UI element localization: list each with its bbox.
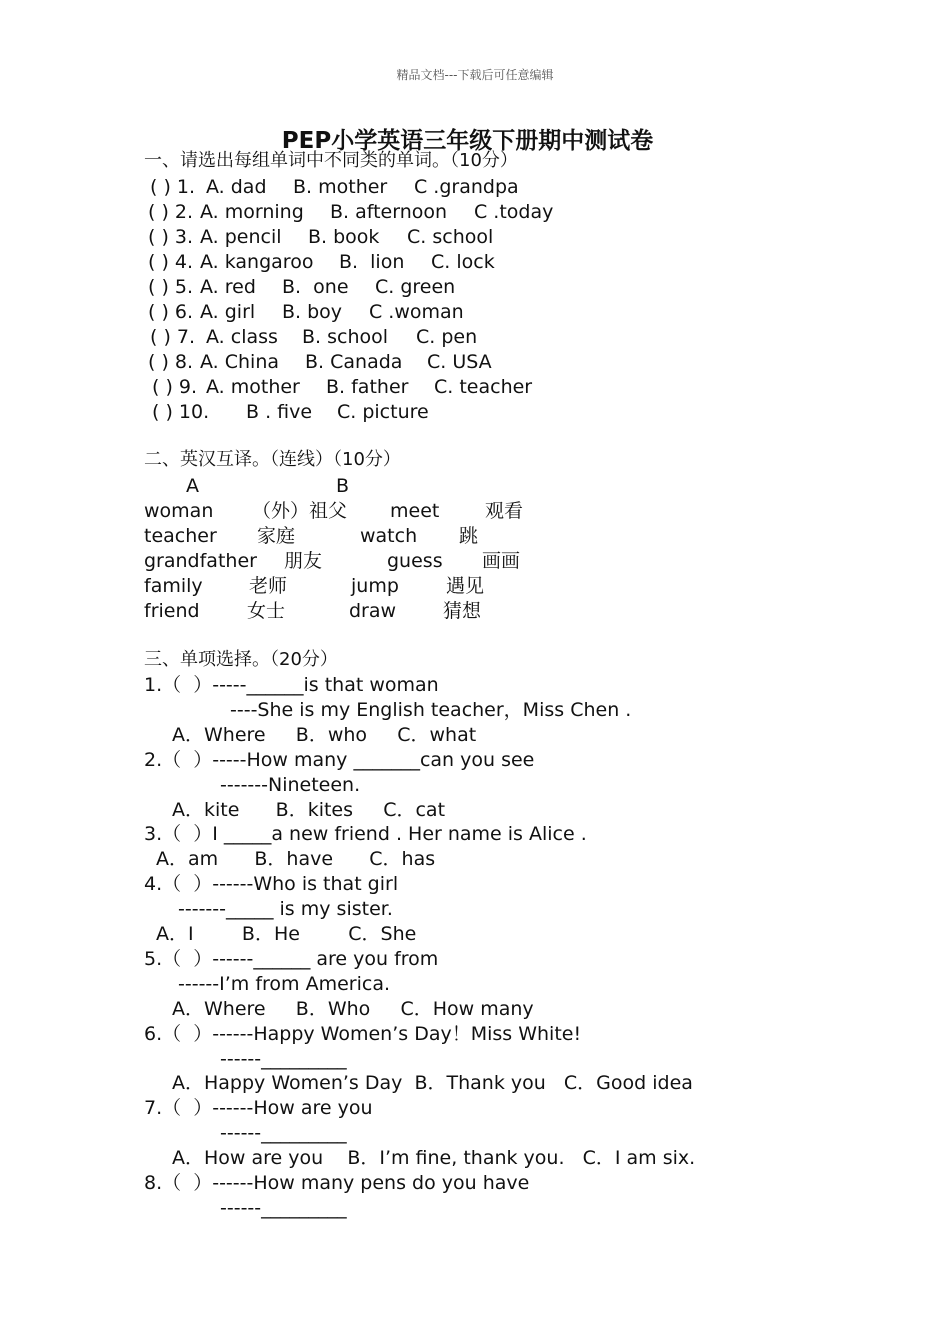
option-b: B. lion bbox=[339, 251, 405, 273]
english-word: jump bbox=[351, 575, 399, 597]
options-line: A．am B．have C．has bbox=[156, 848, 436, 870]
chinese-word: 女士 bbox=[247, 600, 286, 622]
option-a: A. red bbox=[200, 276, 256, 298]
option-a: A. dad bbox=[206, 176, 267, 198]
page-title: PEP小学英语三年级下册期中测试卷 bbox=[281, 128, 654, 154]
option-b: B. father bbox=[326, 376, 409, 398]
chinese-word: 朋友 bbox=[284, 550, 323, 572]
column-a-label: A bbox=[186, 475, 199, 497]
column-b-label: B bbox=[336, 475, 350, 497]
item-number: ( ) 3. bbox=[148, 226, 194, 248]
item-number: ( ) 8. bbox=[148, 351, 194, 373]
section2-heading: 二、英汉互译。（连线）（10分） bbox=[144, 449, 401, 470]
option-c: C. green bbox=[375, 276, 456, 298]
question-line: 6.（ ）------Happy Women’s Day！Miss White! bbox=[144, 1023, 582, 1045]
option-c: C. lock bbox=[431, 251, 495, 273]
english-word: woman bbox=[144, 500, 214, 522]
answer-line: ------I’m from America. bbox=[178, 973, 390, 995]
section3-heading: 三、单项选择。（20分） bbox=[144, 649, 338, 670]
option-c: C .woman bbox=[369, 301, 464, 323]
question-line: 5.（ ）------______ are you from bbox=[144, 948, 439, 970]
options-line: A．How are you B．I’m fine, thank you. C．I am six. bbox=[172, 1147, 696, 1169]
answer-line: -------_____ is my sister. bbox=[178, 898, 393, 920]
option-b: B. Canada bbox=[305, 351, 403, 373]
option-c: C. pen bbox=[416, 326, 478, 348]
options-line: A．kite B．kites C．cat bbox=[172, 799, 446, 821]
option-a: A. kangaroo bbox=[200, 251, 314, 273]
item-number: ( ) 1. bbox=[150, 176, 196, 198]
option-a: A. China bbox=[200, 351, 280, 373]
option-a: A. mother bbox=[206, 376, 300, 398]
options-line: A．Where B．who C．what bbox=[172, 724, 477, 746]
english-word: guess bbox=[387, 550, 443, 572]
option-b: B. afternoon bbox=[330, 201, 448, 223]
option-c: C .today bbox=[474, 201, 554, 223]
option-c: C. picture bbox=[337, 401, 429, 423]
english-word: meet bbox=[390, 500, 440, 522]
english-word: draw bbox=[349, 600, 397, 622]
page-header: 精品文档---下载后可任意编辑 bbox=[396, 68, 554, 82]
english-word: watch bbox=[360, 525, 418, 547]
option-b: B. school bbox=[302, 326, 389, 348]
item-number: ( ) 10. bbox=[152, 401, 210, 423]
item-number: ( ) 5. bbox=[148, 276, 194, 298]
chinese-word: 遇见 bbox=[446, 575, 485, 597]
chinese-word: 画画 bbox=[482, 550, 521, 572]
option-a: A. pencil bbox=[200, 226, 282, 248]
item-number: ( ) 7. bbox=[150, 326, 196, 348]
chinese-word: 观看 bbox=[485, 500, 524, 522]
chinese-word: 老师 bbox=[249, 575, 288, 597]
option-c: C. school bbox=[407, 226, 494, 248]
answer-line: ----She is my English teacher，Miss Chen . bbox=[230, 699, 632, 721]
item-number: ( ) 2. bbox=[148, 201, 194, 223]
option-b: B . five bbox=[246, 401, 313, 423]
option-b: B. one bbox=[282, 276, 349, 298]
option-a: A. morning bbox=[200, 201, 304, 223]
options-line: A．I B．He C．She bbox=[156, 923, 417, 945]
question-line: 1.（ ）-----______is that woman bbox=[144, 674, 439, 696]
option-c: C. USA bbox=[427, 351, 492, 373]
question-line: 8.（ ）------How many pens do you have bbox=[144, 1172, 530, 1194]
english-word: friend bbox=[144, 600, 200, 622]
option-c: C .grandpa bbox=[414, 176, 519, 198]
answer-line: ------_________ bbox=[220, 1122, 347, 1144]
question-line: 4.（ ）------Who is that girl bbox=[144, 873, 399, 895]
question-line: 3.（ ）I _____a new friend . Her name is Alice . bbox=[144, 823, 587, 845]
english-word: grandfather bbox=[144, 550, 257, 572]
answer-line: ------_________ bbox=[220, 1197, 347, 1219]
english-word: family bbox=[144, 575, 203, 597]
option-b: B. book bbox=[308, 226, 380, 248]
options-line: A．Happy Women’s Day B．Thank you C．Good idea bbox=[172, 1072, 693, 1094]
option-a: A. girl bbox=[200, 301, 256, 323]
answer-line: -------Nineteen. bbox=[220, 774, 361, 796]
chinese-word: （外）祖父 bbox=[252, 500, 348, 522]
question-line: 7.（ ）------How are you bbox=[144, 1097, 373, 1119]
question-line: 2.（ ）-----How many _______can you see bbox=[144, 749, 535, 771]
option-c: C. teacher bbox=[434, 376, 533, 398]
options-line: A．Where B．Who C．How many bbox=[172, 998, 534, 1020]
section1-heading: 一、请选出每组单词中不同类的单词。（10分） bbox=[144, 150, 518, 171]
item-number: ( ) 4. bbox=[148, 251, 194, 273]
chinese-word: 跳 bbox=[459, 525, 479, 547]
item-number: ( ) 6. bbox=[148, 301, 194, 323]
chinese-word: 家庭 bbox=[257, 525, 296, 547]
item-number: ( ) 9. bbox=[152, 376, 198, 398]
option-b: B. mother bbox=[293, 176, 388, 198]
option-b: B. boy bbox=[282, 301, 343, 323]
answer-line: ------_________ bbox=[220, 1048, 347, 1070]
option-a: A. class bbox=[206, 326, 278, 348]
chinese-word: 猜想 bbox=[443, 600, 482, 622]
english-word: teacher bbox=[144, 525, 217, 547]
